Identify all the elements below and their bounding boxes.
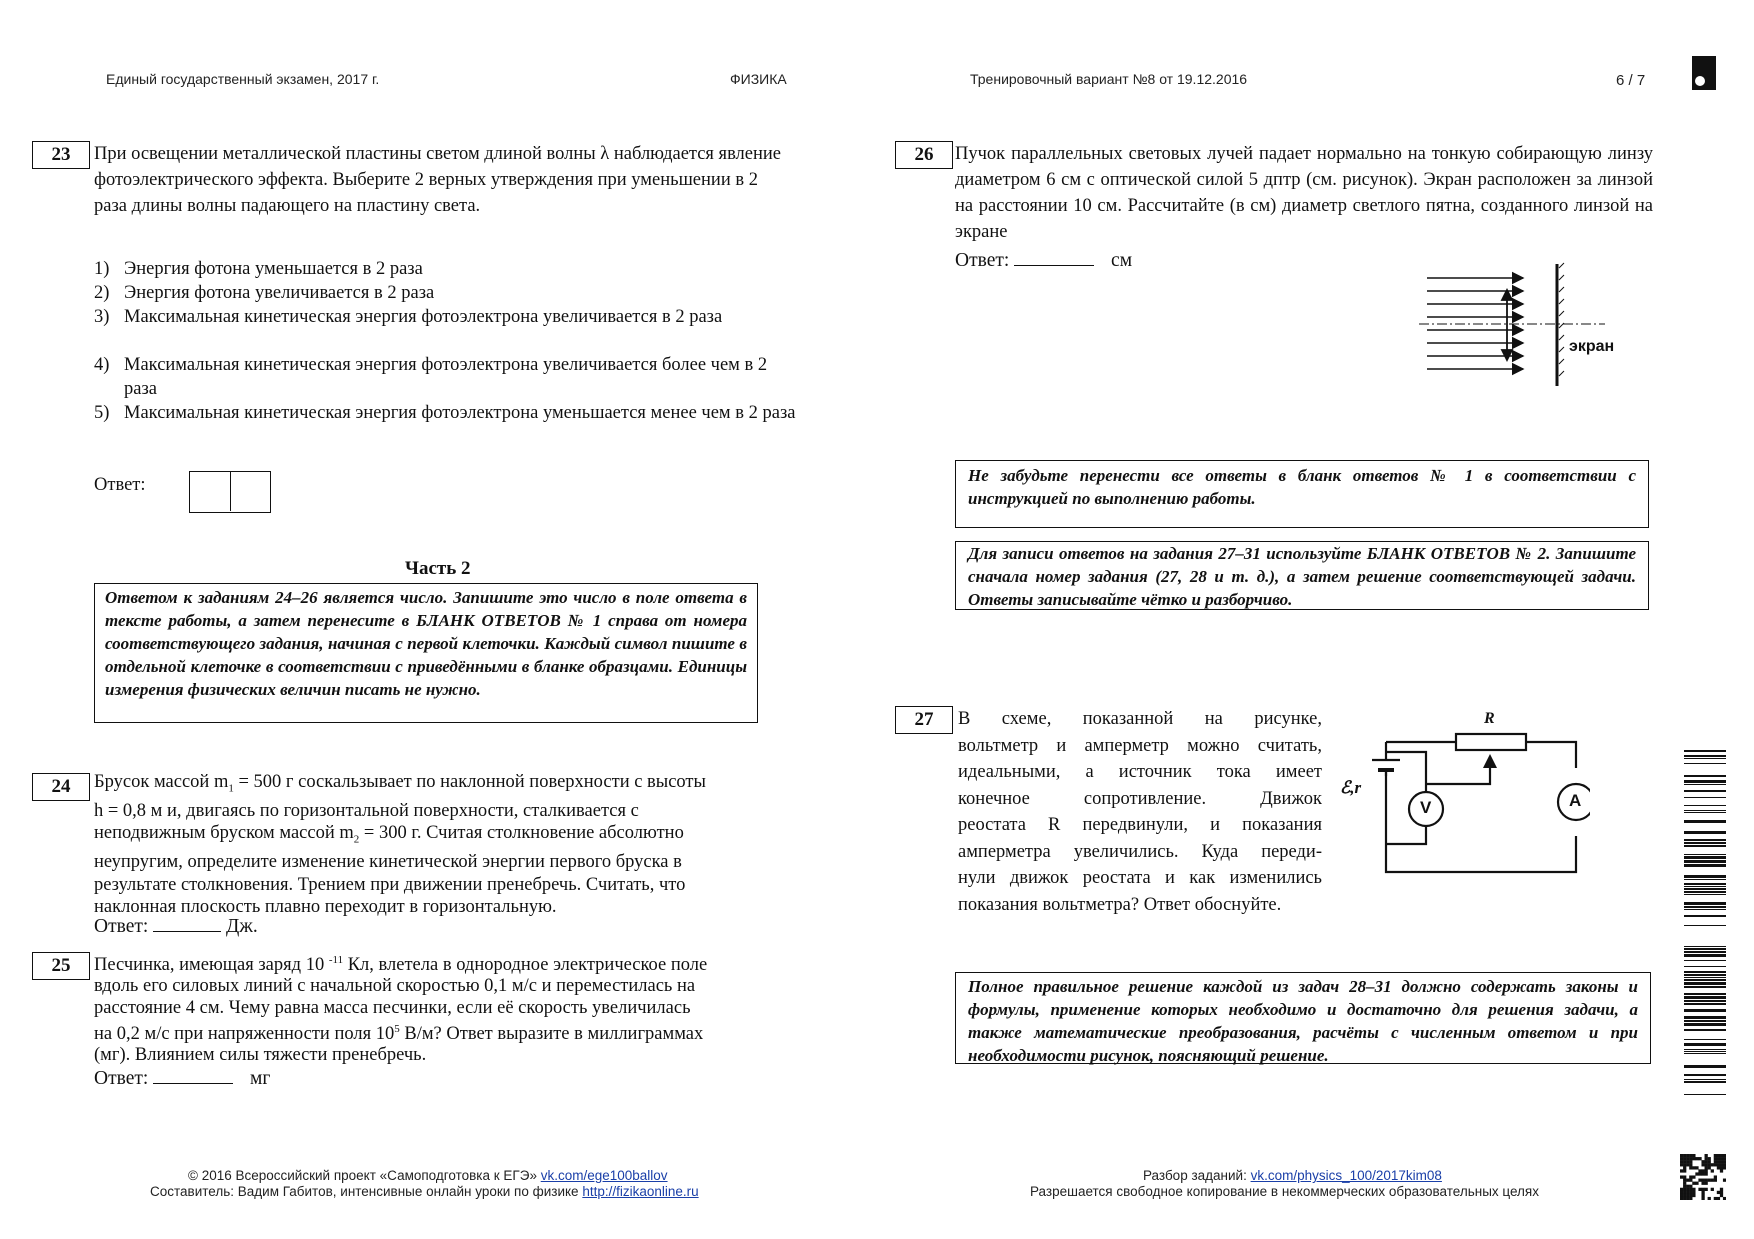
q24-line1a: Брусок массой m (94, 772, 229, 792)
part-2-title: Часть 2 (405, 558, 471, 579)
q27-line: идеальными, а источник тока имеет (958, 762, 1322, 782)
header-subject: ФИЗИКА (730, 71, 787, 87)
q27-line: конечное сопротивление. Движок (958, 788, 1322, 809)
footer-vk-link[interactable]: vk.com/ege100ballov (540, 1168, 668, 1183)
q25-line1b: Кл, влетела в однородное электрическое поле (343, 955, 708, 976)
source-label: ℰ,r (1340, 778, 1362, 797)
lens-icon (1502, 290, 1512, 360)
q24-line1b: = 500 г соскальзывает по наклонной поверхности с высоты (233, 772, 706, 792)
question-27-text (958, 706, 1322, 918)
q25-line4a: на 0,2 м/с при напряженности поля 10 (94, 1023, 395, 1044)
answer-line-24 (94, 913, 258, 940)
answer-label-25: Ответ: (94, 1068, 149, 1089)
option-text: Энергия фотона уменьшается в 2 раза (124, 259, 423, 279)
question-23-text: При освещении металлической пластины светом длиной волны λ наблюдается явление фотоэлектрического эффекта. Выберите 2 верных утверждения при уменьшении в 2 раза длины волны падающего на пластину света. (94, 144, 782, 216)
lens-figure (1415, 262, 1655, 390)
option-text: Энергия фотона увеличивается в 2 раза (124, 283, 435, 303)
question-number-27: 27 (895, 706, 953, 734)
footer-left-line2 (150, 1184, 699, 1199)
q27-line: нули движок реостата и как изменились (958, 868, 1322, 888)
q25-line5: (мг). Влиянием силы тяжести пренебречь. (94, 1045, 427, 1066)
rheostat-label: R (1484, 710, 1495, 727)
option-number: 4) (94, 355, 110, 375)
header-variant: Тренировочный вариант №8 от 19.12.2016 (970, 71, 1248, 87)
q24-line6: наклонная плоскость плавно переходит в горизонтальную. (94, 896, 557, 917)
question-number-24: 24 (32, 773, 90, 801)
question-26-text: Пучок параллельных световых лучей падает нормально на тонкую собирающую линзу диаметром 6 см с оптической силой 5 дптр (см. рисунок). Экран расположен за линзой на расстоянии 10 см. Рассчитайте (в см) диаметр светлого пятна, созданного линзой на экране (955, 144, 1653, 242)
footer-copyright: © 2016 Всероссийский проект «Самоподготовка к ЕГЭ» (188, 1168, 541, 1183)
notice-answer-sheet-2: Для записи ответов на задания 27–31 используйте БЛАНК ОТВЕТОВ № 2. Запишите сначала номер задания (27, 28 и т. д.), а затем решение соответствующей задачи. Ответы записывайте чётко и разборчиво. (955, 541, 1649, 610)
q24-line3a: неподвижным бруском массой m (94, 823, 354, 844)
footer-right-line1 (1143, 1168, 1442, 1183)
answer-boxes-23[interactable] (189, 471, 271, 513)
screen-label: экран (1569, 338, 1615, 355)
option-number: 5) (94, 403, 110, 423)
screen-icon (1557, 263, 1564, 386)
answer-blank-24[interactable] (153, 913, 221, 932)
rheostat-slider-arrow (1483, 754, 1497, 768)
option-number: 1) (94, 259, 110, 279)
q27-line: показания вольтметра? Ответ обоснуйте. (958, 894, 1282, 915)
footer-site-link[interactable]: http://fizikaonline.ru (582, 1184, 699, 1199)
answer-label-24: Ответ: (94, 916, 149, 937)
notice-transfer-answers: Не забудьте перенести все ответы в бланк ответов № 1 в соответствии с инструкцией по выполнению работы. (955, 460, 1649, 528)
answer-unit-25: мг (250, 1068, 271, 1089)
q24-line3b: = 300 г. Считая столкновение абсолютно (359, 823, 684, 844)
answer-blank-26[interactable] (1014, 247, 1094, 266)
wire-top-right (1526, 742, 1576, 768)
question-25-text (94, 950, 794, 1066)
q25-line1a: Песчинка, имеющая заряд 10 (94, 955, 329, 976)
answer-label-26: Ответ: (955, 250, 1010, 271)
answer-label-23: Ответ: (94, 475, 146, 495)
footer-left-line1 (188, 1168, 668, 1183)
q25-line2: вдоль его силовых линий с начальной скоростью 0,1 м/с и переместилась на (94, 976, 696, 997)
q25-line4b: В/м? Ответ выразите в миллиграммах (399, 1023, 704, 1044)
barcode-icon (1684, 750, 1726, 1100)
option-text: Максимальная кинетическая энергия фотоэлектрона уменьшается менее чем в 2 раза (124, 403, 796, 423)
q24-line5: результате столкновения. Трением при движении пренебречь. Считать, что (94, 874, 686, 895)
answer-unit-24: Дж. (226, 916, 258, 937)
question-number-25: 25 (32, 952, 90, 980)
rheostat-icon (1456, 734, 1526, 750)
q27-line: реостата R передвинули, и показания (958, 815, 1322, 835)
answer-blank-25[interactable] (153, 1065, 233, 1084)
answer-line-26 (955, 247, 1132, 274)
option-number: 3) (94, 307, 110, 327)
q25-sup1: -11 (328, 954, 344, 966)
answer-unit-26: см (1111, 250, 1133, 271)
q24-line2: h = 0,8 м и, двигаясь по горизонтальной поверхности, сталкивается с (94, 800, 639, 821)
q25-sup2: 5 (394, 1022, 400, 1035)
option-number: 2) (94, 283, 110, 303)
q24-line4: неупругим, определите изменение кинетической энергии первого бруска в (94, 852, 682, 873)
q27-line: амперметра увеличились. Куда переди- (958, 841, 1322, 862)
question-24-text (94, 771, 794, 918)
q25-line3: расстояние 4 см. Чему равна масса песчинки, если её скорость увеличилась (94, 997, 691, 1018)
qr-code-icon (1680, 1154, 1726, 1200)
q27-line: вольтметр и амперметр можно считать, (958, 735, 1322, 756)
voltmeter-label: V (1420, 798, 1432, 817)
footer-analysis: Разбор заданий: (1143, 1168, 1251, 1183)
question-number-23: 23 (32, 141, 90, 169)
option-text: Максимальная кинетическая энергия фотоэлектрона увеличивается более чем в 2 раза (124, 355, 768, 399)
corner-marker-icon (1692, 56, 1716, 90)
header-page-number: 6 / 7 (1616, 72, 1646, 89)
answer-box-divider (230, 472, 231, 511)
footer-analysis-link[interactable]: vk.com/physics_100/2017kim08 (1250, 1168, 1442, 1183)
footer-author: Составитель: Вадим Габитов, интенсивные онлайн уроки по физике (150, 1184, 583, 1199)
q24-sub1: 1 (228, 782, 234, 795)
footer-copy-permission: Разрешается свободное копирование в некоммерческих образовательных целях (1030, 1184, 1539, 1199)
question-number-26: 26 (895, 141, 953, 169)
q27-line: В схеме, показанной на рисунке, (958, 709, 1322, 729)
notice-full-solution: Полное правильное решение каждой из задач 28–31 должно содержать законы и формулы, применение которых необходимо и достаточно для решения задачи, а также математические преобразования, расчёты с численным ответом и при необходимости рисунок, поясняющий решение. (955, 972, 1651, 1064)
circuit-diagram (1340, 712, 1590, 882)
part-2-instruction: Ответом к заданиям 24–26 является число. Запишите это число в поле ответа в тексте работы, а затем перенесите в БЛАНК ОТВЕТОВ № 1 справа от номера соответствующего задания, начиная с первой клеточки. Каждый символ пишите в отдельной клеточке в соответствии с приведёнными в бланке образцами. Единицы измерения физических величин писать не нужно. (94, 583, 758, 723)
answer-line-25 (94, 1065, 270, 1092)
q24-sub2: 2 (353, 833, 360, 846)
option-text: Максимальная кинетическая энергия фотоэлектрона увеличивается в 2 раза (124, 307, 723, 327)
header-exam: Единый государственный экзамен, 2017 г. (106, 71, 380, 87)
ammeter-label: A (1569, 791, 1582, 810)
